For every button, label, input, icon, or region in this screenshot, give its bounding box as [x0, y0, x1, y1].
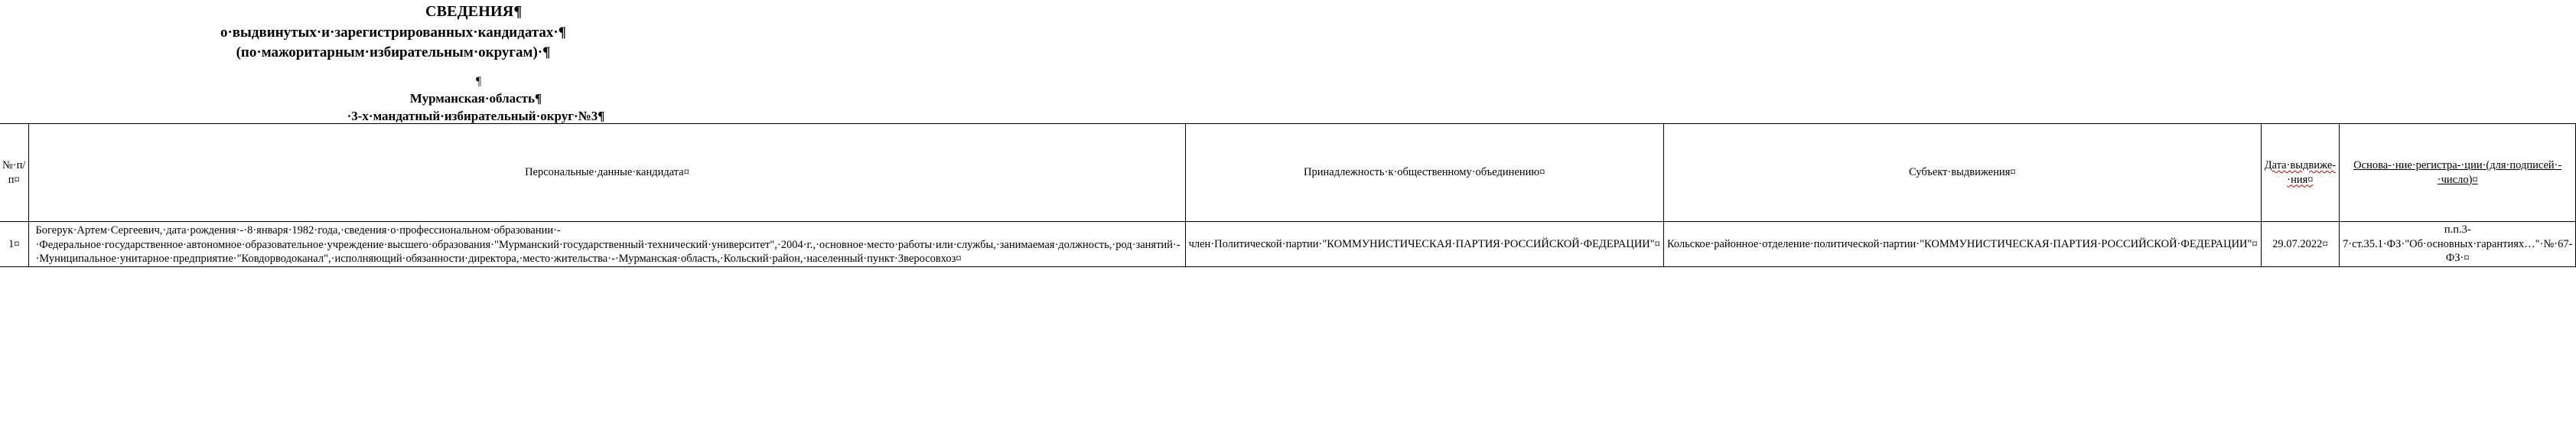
- table-row: [0, 222, 2576, 267]
- column-header-affiliation: Принадлежность·к·общественному·объединению¤: [1185, 124, 1663, 222]
- column-header-nominator: Субъект·выдвижения¤: [1663, 124, 2261, 222]
- column-header-date: Дата·выдвиже-·ния¤: [2261, 124, 2339, 222]
- candidates-table: [0, 123, 2576, 267]
- cell-number: 1¤: [0, 222, 29, 267]
- column-header-personal-data: Персональные·данные·кандидата¤: [29, 124, 1185, 222]
- document-title: СВЕДЕНИЯ¶: [425, 3, 523, 20]
- region-heading: Мурманская·область¶: [409, 91, 542, 106]
- column-header-number: №·п/п¤: [0, 124, 29, 222]
- document-subtitle-line1: о·выдвинутых·и·зарегистрированных·кандидатах·¶: [220, 24, 567, 41]
- column-header-basis: Основа-·ние·регистра-·ции·(для·подписей·-·число)¤: [2340, 124, 2576, 222]
- empty-paragraph-mark: ¶: [476, 75, 482, 88]
- cell-personal-data: Богерук·Артем·Сергеевич,·дата·рождения·-·8·января·1982·года,·сведения·о·профессиональном·образовании·-·Федеральное·государственное·автономное·образовательное·учреждение·высшего·образования·"Мурманский·государственный·технический·университет",·2004·г.,·основное·место·работы·или·службы,·занимаемая·должность,·род·занятий·-·Муниципальное·унитарное·предприятие·"Ковдорводоканал",·исполняющий·обязанности·директора,·место·жительства·-·Мурманская·область,·Кольский·район,·населенный·пункт·Зверосовхоз¤: [29, 222, 1185, 267]
- district-heading: ·3-х·мандатный·избирательный·округ·№3¶: [347, 109, 605, 123]
- cell-nominator: Кольское·районное·отделение·политической·партии·"КОММУНИСТИЧЕСКАЯ·ПАРТИЯ·РОССИЙСКОЙ·ФЕДЕРАЦИИ"¤: [1663, 222, 2261, 267]
- cell-basis: п.п.3-7·ст.35.1·ФЗ·"Об·основных·гарантиях…"·№·67-ФЗ·¤: [2340, 222, 2576, 267]
- document-subtitle-line2: (по·мажоритарным·избирательным·округам)·¶: [236, 44, 551, 60]
- cell-affiliation: член·Политической·партии·"КОММУНИСТИЧЕСКАЯ·ПАРТИЯ·РОССИЙСКОЙ·ФЕДЕРАЦИИ"¤: [1185, 222, 1663, 267]
- table-header-row: [0, 124, 2576, 222]
- cell-date: 29.07.2022¤: [2261, 222, 2339, 267]
